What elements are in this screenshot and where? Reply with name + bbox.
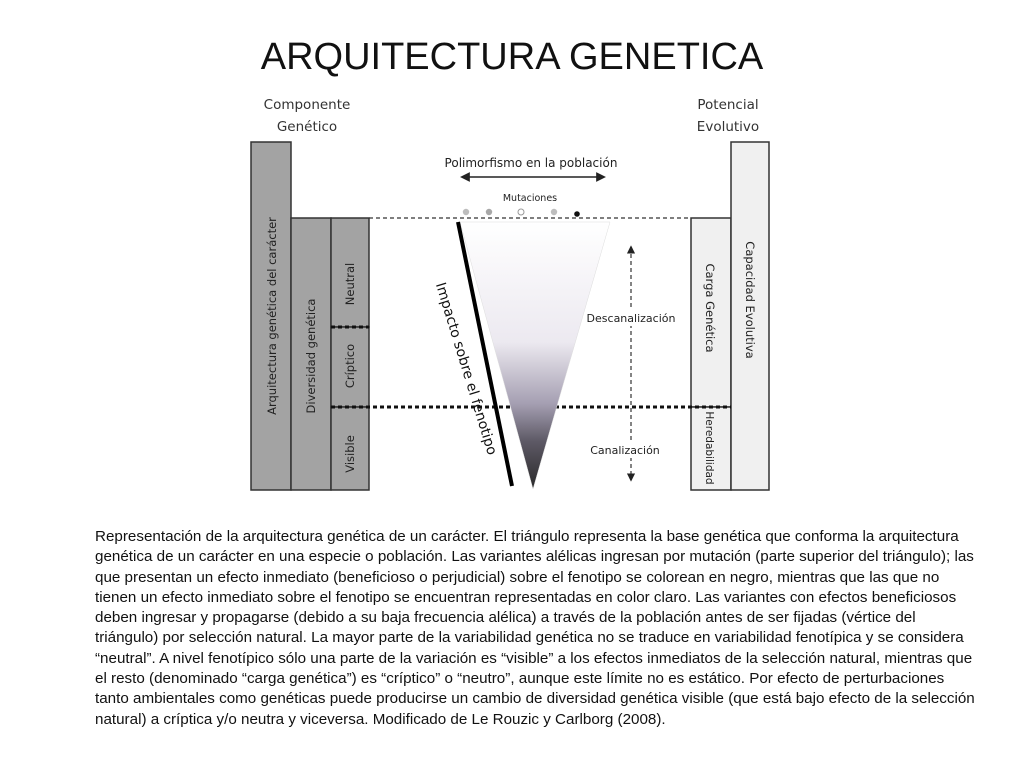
right-header-line2: Evolutivo (696, 119, 760, 135)
genetic-load-label: Carga Genética (703, 263, 717, 353)
mutation-dot (518, 209, 524, 215)
figure-caption: Representación de la arquitectura genética de un carácter. El triángulo representa la base genética que conforma la arquitectura genética de un carácter en una especie o población. Las variantes alélicas ingresan por mutación (parte superior del triángulo); las que presentan un efecto inmediato (beneficioso o perjudicial) sobre el fenotipo se colorean en negro, mientras que las que no tienen un efecto inmediato sobre el fenotipo se encuentran representadas en color claro. Las variantes con efectos beneficiosos deben ingresar y propagarse (debido a su baja frecuencia alélica) a través de la población antes de ser fijadas (vértice del triángulo) por selección natural. La mayor parte de la variabilidad genética no se traduce en variabilidad fenotípica y se considera “neutral”. A nivel fenotípico sólo una parte de la variación es “visible” a los efectos inmediatos de la selección natural, mientras que el resto (denominado “carga genética”) es “críptico” o “neutro”, aunque este límite no es estático. Por efecto de perturbaciones tanto ambientales como genéticas puede producirse un cambio de diversidad genética visible (que está bajo efecto de la selección natural) a críptica y/o neutra y viceversa. Modificado de Le Rouzic y Carlborg (2008). (95, 528, 975, 728)
polymorphism-label: Polimorfismo en la población (444, 156, 618, 170)
visible-label: Visible (343, 435, 357, 473)
neutral-label: Neutral (343, 262, 357, 306)
canalization-label: Canalización (590, 444, 660, 457)
mutation-dot (574, 211, 580, 217)
diversity-bar-label: Diversidad genética (304, 298, 318, 414)
mutation-dot (463, 209, 469, 215)
impact-label: Impacto sobre el fenotipo (431, 280, 500, 457)
cryptic-label: Críptico (343, 343, 357, 389)
mutation-dot (551, 209, 557, 215)
evolutionary-capacity-label: Capacidad Evolutiva (743, 241, 757, 359)
mutation-dot (486, 209, 492, 215)
right-header-line1: Potencial (697, 97, 759, 113)
mutations-label: Mutaciones (502, 193, 558, 204)
heritability-label: Heredabilidad (703, 411, 715, 485)
slide-title: ARQUITECTURA GENETICA (260, 36, 764, 78)
architecture-bar-label: Arquitectura genética del carácter (265, 217, 279, 415)
left-header-line1: Componente (263, 97, 351, 113)
decanalization-label: Descanalización (586, 312, 676, 325)
left-header-line2: Genético (276, 119, 338, 135)
